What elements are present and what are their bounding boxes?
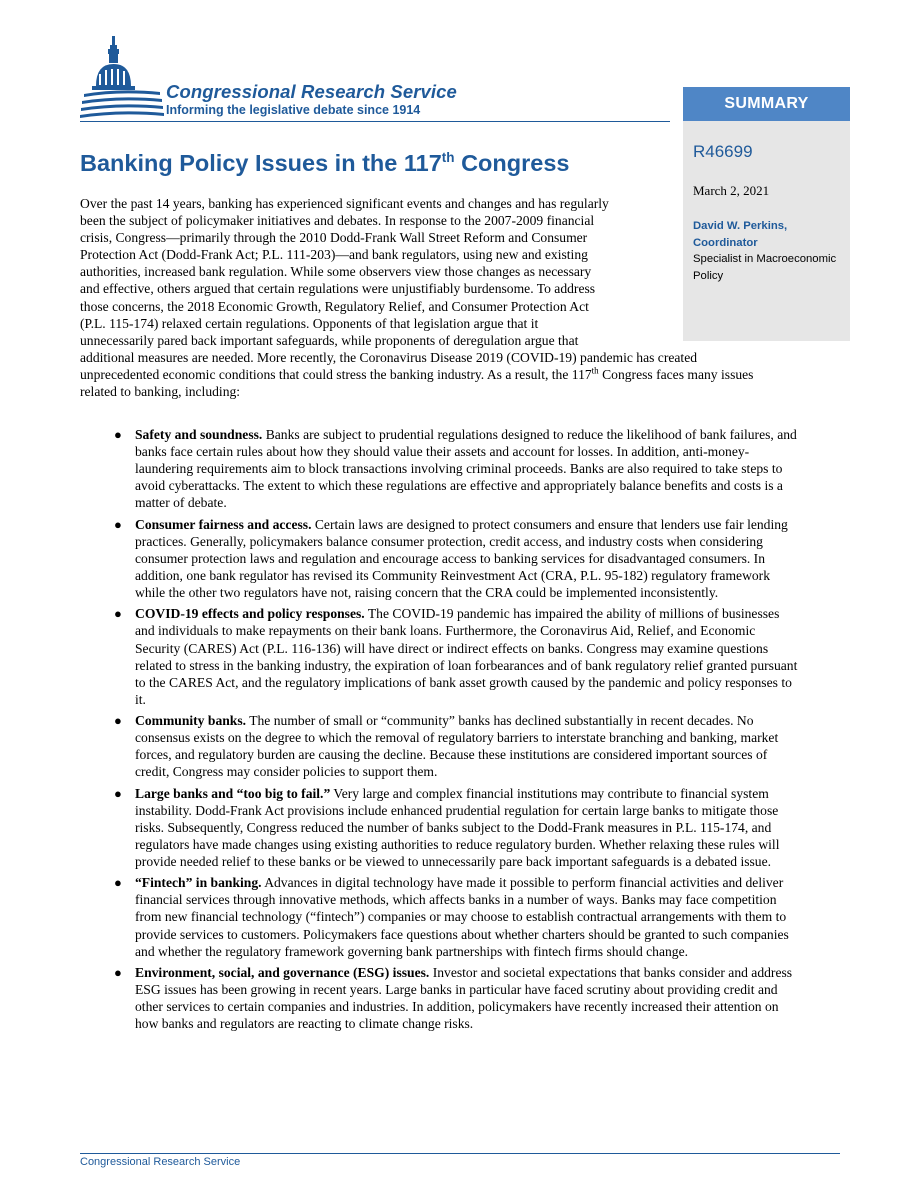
item-heading: Community banks. [135,713,247,729]
item-heading: “Fintech” in banking. [135,875,262,891]
intro-line: unnecessarily pared back important safeguards, while proponents of deregulation argue that [80,332,579,348]
org-tagline: Informing the legislative debate since 1914 [166,103,421,117]
issues-list [80,426,800,1037]
intro-line-text: Congress faces many issues [598,366,754,382]
list-item [80,785,800,870]
intro-line: authorities, increased bank regulation. While some observers view those changes as necessary [80,264,592,280]
header-divider [80,121,670,122]
list-item [80,426,800,511]
intro-line: those concerns, the 2018 Economic Growth, Regulatory Relief, and Consumer Protection Act [80,298,589,314]
item-heading: Environment, social, and governance (ESG) issues. [135,964,430,980]
bullet-icon: ● [114,964,122,980]
intro-line: Protection Act (Dodd-Frank Act; P.L. 111-203)—and bank regulators, using new and existing [80,247,588,263]
author-title: Specialist in Macroeconomic Policy [693,253,837,282]
list-item [80,964,800,1032]
intro-superscript: th [591,365,599,376]
item-text: Investor and societal expectations that banks consider and address ESG issues has been growing in recent years. Large banks in particular have faced scrutiny about providing credit and other services to certain companies and industries. In addition, policymakers have recently increased their attention on how banks and regulators are reacting to climate change risks. [135,964,793,1032]
intro-line: and effective, others argued that certain regulations were unjustifiably burdensome. To address [80,281,596,297]
item-text: The number of small or “community” banks has declined substantially in recent decades. No consensus exists on the degree to which the removal of regulatory barriers to interstate branching and banking, market forces, and regulatory burden are causing the decline. Because these institutions are considered important sources of credit, Congress may consider policies to support them. [135,713,779,780]
intro-line: Over the past 14 years, banking has experienced significant events and changes and has regularly [80,196,609,211]
report-number: R46699 [693,142,753,161]
intro-line: related to banking, including: [80,384,241,400]
item-text: Very large and complex financial institutions may contribute to financial system instability. Dodd-Frank Act provisions include enhanced prudential regulation for certain large banks to mitigate those risks. Subsequently, Congress reduced the number of banks subject to the Dodd-Frank measures in P.L. 115-174, and regulators have made changes using existing authorities to reduce regulatory burden. Whether relaxing these rules will provide needed relief to these banks or be viewed to unnecessarily pare back important safeguards is a debated issue. [135,785,780,869]
crs-logo [80,34,680,124]
intro-line-text: unprecedented economic conditions that could stress the banking industry. As a result, the 117 [80,366,592,382]
title-rest: Congress [454,150,570,176]
intro-line [80,366,753,383]
bullet-icon: ● [114,516,122,532]
author-name[interactable]: David W. Perkins, [693,220,788,232]
intro-line: been the subject of policymaker initiatives and debates. In response to the 2007-2009 financial [80,213,595,229]
list-item [80,712,800,780]
item-heading: COVID-19 effects and policy responses. [135,606,365,622]
bullet-icon: ● [114,713,122,729]
intro-paragraph [80,195,753,400]
summary-heading: SUMMARY [683,87,850,121]
item-heading: Safety and soundness. [135,427,263,442]
item-heading: Consumer fairness and access. [135,516,312,532]
footer-org-name: Congressional Research Service [80,1156,241,1168]
item-text: The COVID-19 pandemic has impaired the ability of millions of businesses and individuals to make repayments on their bank loans. Furthermore, the Coronavirus Aid, Relief, and Economic Security (CARES) Act (P.L. 116-136) will have direct or indirect effects on banks. Congress may examine questions related to stress in the banking industry, the expiration of loan forbearances and of bank regulatory relief granted pursuant to the CARES Act, and the regulatory implications of bank asset growth caused by the pandemic and policy responses to it. [135,606,798,707]
bullet-icon: ● [114,875,122,891]
bullet-icon: ● [114,606,122,622]
title-superscript: th [441,150,455,166]
item-text: Advances in digital technology have made it possible to perform financial activities and deliver financial services through innovative methods, which affects banks in a number of ways. Banks may face competition from new financial technology (“fintech”) companies or may choose to establish contractual arrangements with them to provide services to customers. Policymakers face questions about whether charters should be granted to such companies and whether the regulatory framework governing bank partnerships with fintech firms should change. [135,875,789,959]
author-role: Coordinator [693,236,758,249]
page-title [80,150,569,177]
intro-line: crisis, Congress—primarily through the 2010 Dodd-Frank Wall Street Reform and Consumer [80,230,588,246]
capitol-dome-icon [80,34,164,124]
report-date: March 2, 2021 [693,183,770,198]
item-text: Certain laws are designed to protect consumers and ensure that lenders use fair lending practices. Generally, policymakers balance consumer protection, credit access, and industry costs when considering consumer protection laws and regulation and encourage access to banking services for disadvantaged consumers. In addition, one bank regulator has revised its Community Reinvestment Act (CRA, P.L. 95-182) regulatory framework while the other two regulators have not, raising concern that the CRA could be implemented inconsistently. [135,516,788,601]
intro-line: additional measures are needed. More recently, the Coronavirus Disease 2019 (COVID-19) pandemic has created [80,349,698,365]
list-item [80,605,800,708]
list-item [80,874,800,959]
org-name: Congressional Research Service [166,81,457,102]
title-main: Banking Policy Issues in the 117 [80,150,442,176]
bullet-icon: ● [114,427,122,442]
intro-line: (P.L. 115-174) relaxed certain regulations. Opponents of that legislation argue that it [80,315,539,331]
list-item [80,516,800,601]
footer-divider [80,1153,840,1154]
bullet-icon: ● [114,785,122,801]
item-heading: Large banks and “too big to fail.” [135,785,331,801]
item-text: Banks are subject to prudential regulations designed to reduce the likelihood of bank failures, and banks face certain rules about how they should value their assets and account for losses. In addition, anti-money-laundering requirements aim to block transactions involving criminal proceeds. Banks are also required to take steps to avoid cyberattacks. The extent to which these regulations are effective and appropriately balance benefits and costs is a matter of debate. [135,427,797,511]
